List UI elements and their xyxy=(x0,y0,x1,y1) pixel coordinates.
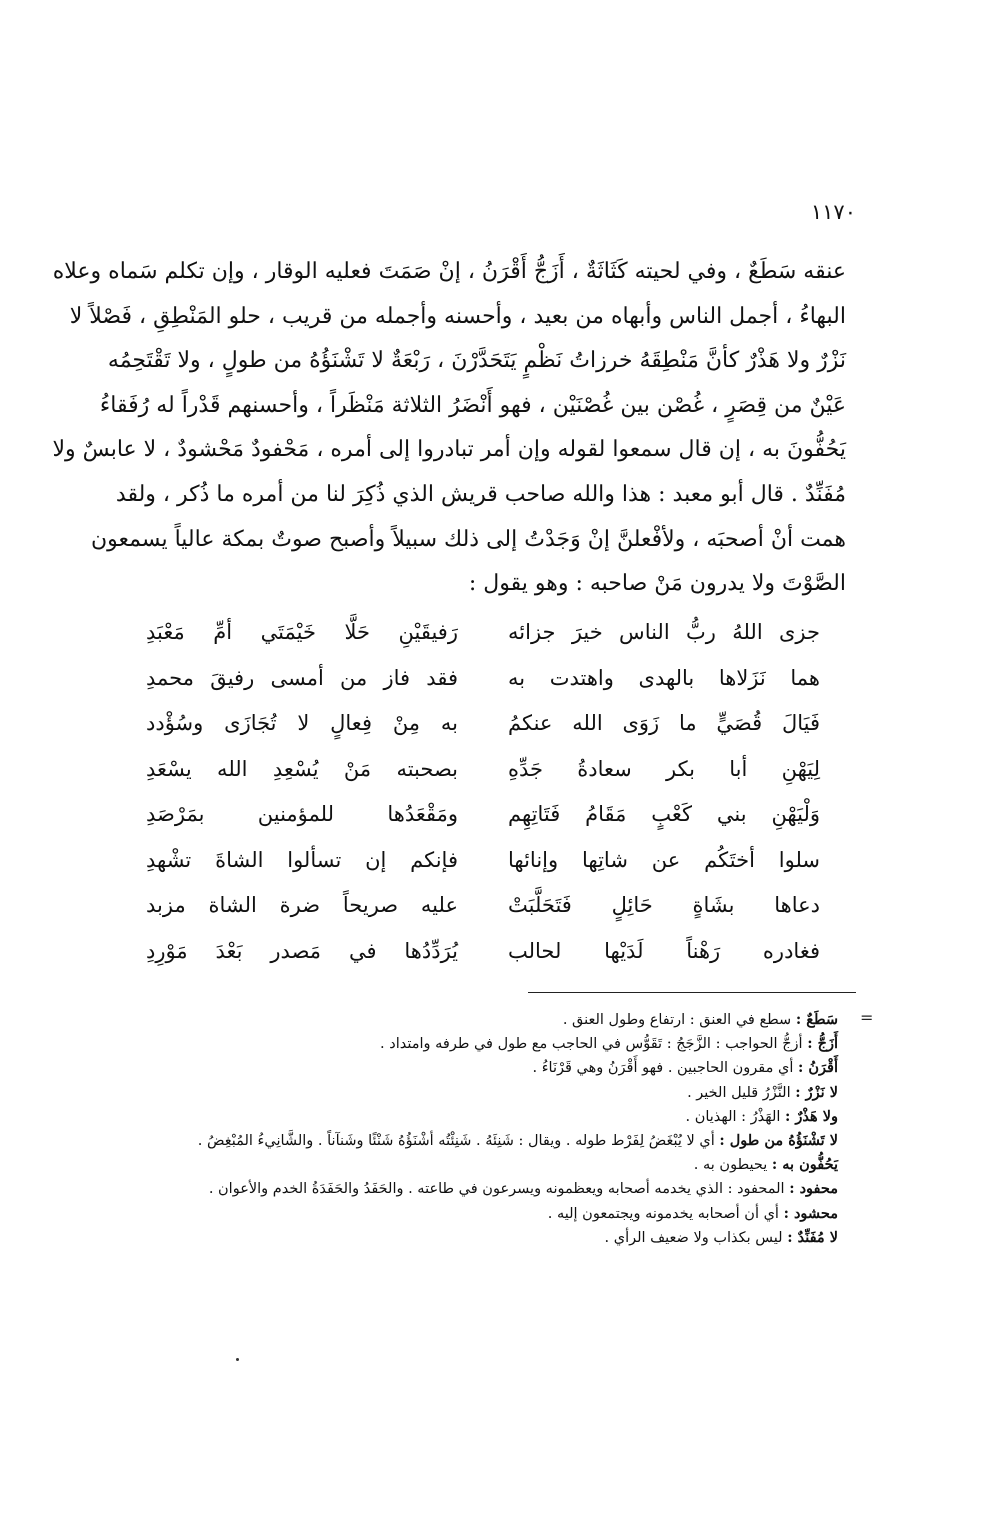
prose-paragraph xyxy=(52,250,846,607)
stray-dot xyxy=(236,1358,239,1361)
poem-verse xyxy=(146,802,830,848)
prose-line: الصَّوْتَ ولا يدرون مَنْ صاحبه : وهو يقول : xyxy=(468,571,846,597)
poem-hemistich-first: فَيَالَ قُصَيٍّ ما زَوَى الله عنكمُ xyxy=(508,711,820,735)
footnote xyxy=(138,1202,838,1226)
poem-hemistich-first: سلوا أختَكُم عن شاتِها وإنائها xyxy=(508,847,820,872)
poem-verse xyxy=(146,847,830,894)
footnote-term: محفود : xyxy=(789,1180,838,1198)
poem-hemistich-first: هما نَزَلاها بالهدى واهتدت به xyxy=(508,665,820,690)
footnote-term: لا مُفَنِّدٌ : xyxy=(787,1228,838,1246)
prose-line: عنقه سَطَعٌ ، وفي لحيته كَثَاثَةٌ ، أَزَجُّ أَقْرَنُ ، إنْ صَمَتَ فعليه الوقار ، وإن تكلم سَماه وعلاه xyxy=(52,259,846,284)
poem-hemistich-second: رَفيقَيْنِ حَلَّا خَيْمَتَي أمِّ مَعْبَدِ xyxy=(146,620,458,644)
poem-verse xyxy=(146,893,830,939)
footnote xyxy=(138,1105,838,1129)
footnote-text: ليس بكذاب ولا ضعيف الرأي . xyxy=(604,1229,788,1246)
poem xyxy=(146,620,830,984)
prose-line: البهاءُ ، أجمل الناس وأبهاه من بعيد ، وأحسنه وأجمله من قريب ، حلو المَنْطِقِ ، فَصْلاً لا xyxy=(69,303,846,329)
footnote-term: أَقْرَنُ : xyxy=(797,1059,838,1077)
footnote-term: ولا هَذْرٌ : xyxy=(785,1107,838,1125)
footnote xyxy=(138,1081,838,1105)
footnote-text: الهَذْرُ : الهذيان . xyxy=(685,1108,786,1125)
poem-verse xyxy=(146,938,830,985)
poem-hemistich-first: فغادره رَهْناً لَدَيْها لحالب xyxy=(508,938,820,963)
footnote-text: يحيطون به . xyxy=(693,1157,772,1174)
footnote xyxy=(138,1177,838,1201)
footnote-term: سَطَعٌ : xyxy=(795,1011,838,1028)
prose-line: عَيْنٌ من قِصَرٍ ، غُصْن بين غُصْنَيْن ، فهو أَنْضَرُ الثلاثة مَنْظَراً ، وأحسنهم قَدْراً له رُفَقاءُ xyxy=(99,392,846,418)
footnote-text: النَّزْرُ قليل الخير . xyxy=(687,1084,796,1101)
footnote xyxy=(138,1129,838,1153)
poem-hemistich-second: فقد فاز من أمسى رفيقَ محمدِ xyxy=(146,665,458,690)
prose-line: مُفَنِّدٌ . قال أبو معبد : هذا والله صاحب قريش الذي ذُكِرَ لنا من أمره ما ذُكر ، ولقد xyxy=(115,481,846,507)
footnote xyxy=(138,1153,838,1177)
prose-line: همت أنْ أصحبَه ، ولأفْعلنَّ إنْ وَجَدْتُ إلى ذلك سبيلاً وأصبح صوتٌ بمكة عالياً يسمعون xyxy=(90,526,846,552)
footnote-text: أزجُّ الحواجب : الزَّجَجُ : تَقَوُّس في الحاجب مع طول في طرفه وامتداد . xyxy=(380,1036,808,1053)
prose-line: نَزْرٌ ولا هَذْرٌ كأنَّ مَنْطِقَهُ خرزاتُ نَظْمٍ يَتَحَدَّرْنَ ، رَبْعَةٌ لا تَشْنَؤُهُ من طولٍ ، ولا تَقْتَحِمُه xyxy=(107,348,846,374)
footnote xyxy=(138,1008,838,1032)
page-number: ١١٧٠ xyxy=(810,200,856,224)
poem-verse xyxy=(146,711,830,757)
poem-hemistich-second: ومَقْعَدُها للمؤمنين بمَرْصَدِ xyxy=(146,802,458,826)
poem-hemistich-second: فإنكم إن تسألوا الشاةَ تشْهدِ xyxy=(146,847,458,872)
poem-hemistich-first: دعاها بشَاةٍ حَائِلٍ فَتَحَلَّبَتْ xyxy=(508,893,820,917)
footnotes xyxy=(138,1008,838,1250)
footnote-continuation-mark: = xyxy=(860,1008,874,1027)
poem-hemistich-first: وَلْيَهْنِ بني كَعْبٍ مَقَامُ فَتَاتِهِم xyxy=(508,802,820,826)
poem-hemistich-first: لِيَهْنِ أبا بكر سعادةُ جَدِّهِ xyxy=(508,756,820,781)
poem-verse xyxy=(146,620,830,666)
poem-hemistich-second: به مِنْ فِعالٍ لا تُجَازَى وسُؤْدد xyxy=(146,711,458,735)
poem-verse xyxy=(146,756,830,803)
footnote-term: محشود : xyxy=(783,1204,838,1222)
footnote-term: أَزَجُّ : xyxy=(807,1035,838,1053)
footnote-text: أي مقرون الحاجبين . فهو أَقْرَنُ وهي قَرْنَاءُ . xyxy=(532,1060,798,1077)
poem-hemistich-first: جزى اللهُ ربُّ الناس خيرَ جزائه xyxy=(508,620,820,644)
footnote-term: لا تَشْنَؤُهُ من طول : xyxy=(719,1132,838,1150)
poem-hemistich-second: بصحبته مَنْ يُسْعِدِ الله يسْعَدِ xyxy=(146,756,458,781)
footnote-term: لا نَزْرٌ : xyxy=(795,1083,838,1101)
footnote xyxy=(138,1056,838,1080)
footnote-term: يَحُفُّون به : xyxy=(771,1156,838,1174)
poem-hemistich-second: يُرَدِّدُها في مَصدر بَعْدَ مَوْرِدِ xyxy=(146,938,458,963)
footnote-text: المحفود : الذي يخدمه أصحابه ويعظمونه ويسرعون في طاعته . والحَفَدُ والحَفَدَةُ الخدم والأعوان . xyxy=(208,1181,790,1198)
poem-verse xyxy=(146,665,830,712)
footnote-text: سطع في العنق : ارتفاع وطول العنق . xyxy=(562,1012,796,1028)
footnote-divider xyxy=(528,992,856,993)
footnote xyxy=(138,1032,838,1056)
poem-hemistich-second: عليه صريحاً ضرة الشاة مزبد xyxy=(146,893,458,917)
footnote-text: أي لا يُبْغَضُ لِفَرْط طوله . ويقال : شَنِئَهُ . شَنِئْتُه أشْنَؤُهُ شَنْئًا وشَنآناً . والشَّانِيءُ المُبْغِضُ . xyxy=(197,1133,720,1150)
footnote-text: أي أن أصحابه يخدمونه ويجتمعون إليه . xyxy=(547,1205,784,1222)
prose-line: يَحُفُّونَ به ، إن قال سمعوا لقوله وإن أمر تبادروا إلى أمره ، مَحْفودٌ مَحْشودٌ ، لا عابسٌ ولا xyxy=(52,437,846,463)
footnote xyxy=(138,1226,838,1250)
